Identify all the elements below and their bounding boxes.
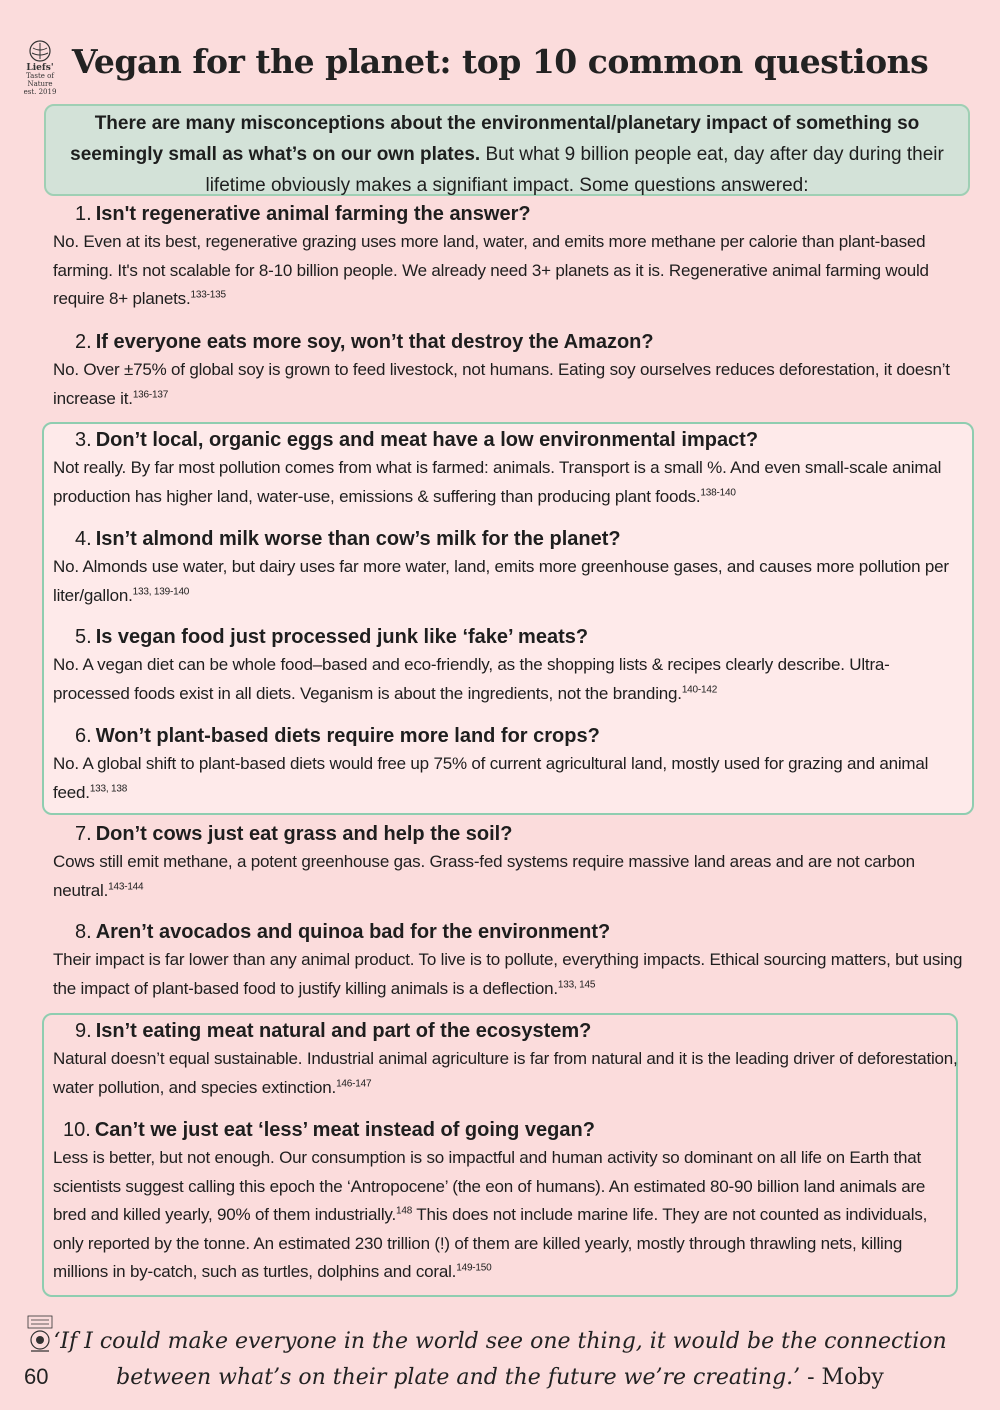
question-8 — [53, 918, 963, 1003]
logo-name: Liefs' — [26, 63, 54, 73]
question-9 — [53, 1017, 963, 1102]
answer-text: No. Over ±75% of global soy is grown to feed livestock, not humans. Eating soy ourselves reduces deforestation, it doesn’t increase it.$^{136-137}$ — [53, 360, 950, 408]
intro-box — [44, 104, 970, 196]
answer-text: Natural doesn’t equal sustainable. Industrial animal agriculture is far from natural and it is the leading driver of deforestation, water pollution, and species extinction.$^{146-147}$ — [53, 1049, 958, 1097]
intro-bold: There are many misconceptions about the environmental/planetary impact of something so seemingly small as what’s on our own plates. — [70, 113, 920, 165]
moby-quote — [0, 1324, 1000, 1396]
answer-text: No. Even at its best, regenerative grazing uses more land, water, and emits more methane per calorie than plant-based farming. It's not scalable for 8-10 billion people. We already need 3+ planets as it is. Regenerative animal farming would require 8+ planets.$^{133-135}$ — [53, 232, 929, 308]
answer-text: Not really. By far most pollution comes from what is farmed: animals. Transport is a small %. And even small-scale animal production has higher land, water-use, emissions & suffering than producing plant foods.$^{138-140}$ — [53, 458, 942, 506]
question-heading: 9. Isn’t eating meat natural and part of the ecosystem? — [75, 1020, 592, 1042]
question-heading: 4. Isn’t almond milk worse than cow’s milk for the planet? — [75, 528, 621, 550]
question-3 — [53, 426, 963, 511]
quote-line-1: ‘If I could make everyone in the world see one thing, it would be the connection — [53, 1329, 947, 1354]
quote-line-2: between what’s on their plate and the future we’re creating.’ - Moby — [116, 1365, 884, 1390]
page-title: Vegan for the planet: top 10 common questions — [71, 42, 929, 81]
question-heading: 1. Isn't regenerative animal farming the answer? — [75, 203, 531, 225]
question-10 — [53, 1116, 948, 1287]
logo-tagline: Taste of Nature — [26, 72, 54, 88]
question-heading: 5. Is vegan food just processed junk like ‘fake’ meats? — [75, 626, 589, 648]
answer-text: No. A vegan diet can be whole food–based and eco-friendly, as the shopping lists & recipes clearly describe. Ultra-processed foods exist in all diets. Veganism is about the ingredients, not the branding.$^{140-142}$ — [53, 655, 890, 703]
question-heading: 3. Don’t local, organic eggs and meat have a low environmental impact? — [75, 429, 759, 451]
intro-text: But what 9 billion people eat, day after day during their lifetime obviously makes a signifiant impact. Some questions answered: — [205, 144, 944, 196]
page-number: 60 — [24, 1364, 49, 1389]
question-7 — [53, 820, 963, 905]
question-2 — [53, 328, 963, 413]
answer-text: Less is better, but not enough. Our consumption is so impactful and human activity so dominant on all life on Earth that scientists suggest calling this epoch the ‘Antropocene’ (the eon of humans). An estimated 80-90 billion land animals are bred and killed yearly, 90% of them industrially.$^{148}$ This does not include marine life. They are not counted as individuals, only reported by the tonne. An estimated 230 trillion (!) of them are killed yearly, mostly through thrawling nets, killing millions in by-catch, such as turtles, dolphins and coral.$^{149-150}$ — [53, 1148, 928, 1281]
question-heading: 7. Don’t cows just eat grass and help the soil? — [75, 823, 513, 845]
question-heading: 8. Aren’t avocados and quinoa bad for the environment? — [75, 921, 611, 943]
question-4 — [53, 525, 963, 610]
question-1 — [53, 200, 963, 314]
question-5 — [53, 623, 963, 708]
answer-text: Cows still emit methane, a potent greenhouse gas. Grass-fed systems require massive land areas and are not carbon neutral.$^{143-144}$ — [53, 852, 915, 900]
answer-text: No. A global shift to plant-based diets would free up 75% of current agricultural land, mostly used for grazing and animal feed.$^{133, 138}$ — [53, 754, 929, 802]
logo-est: est. 2019 — [23, 88, 57, 96]
question-heading: 10. Can’t we just eat ‘less’ meat instead of going vegan? — [63, 1119, 595, 1141]
answer-text: Their impact is far lower than any animal product. To live is to pollute, everything impacts. Ethical sourcing matters, but using the impact of plant-based food to justify killing animals is a deflection.$^{133, 145}$ — [53, 950, 963, 998]
question-heading: 6. Won’t plant-based diets require more land for crops? — [75, 725, 600, 747]
question-heading: 2. If everyone eats more soy, won’t that destroy the Amazon? — [75, 331, 654, 353]
answer-text: No. Almonds use water, but dairy uses far more water, land, emits more greenhouse gases, and causes more pollution per liter/gallon.$^{133, 139-140}$ — [53, 557, 949, 605]
question-6 — [53, 722, 963, 807]
